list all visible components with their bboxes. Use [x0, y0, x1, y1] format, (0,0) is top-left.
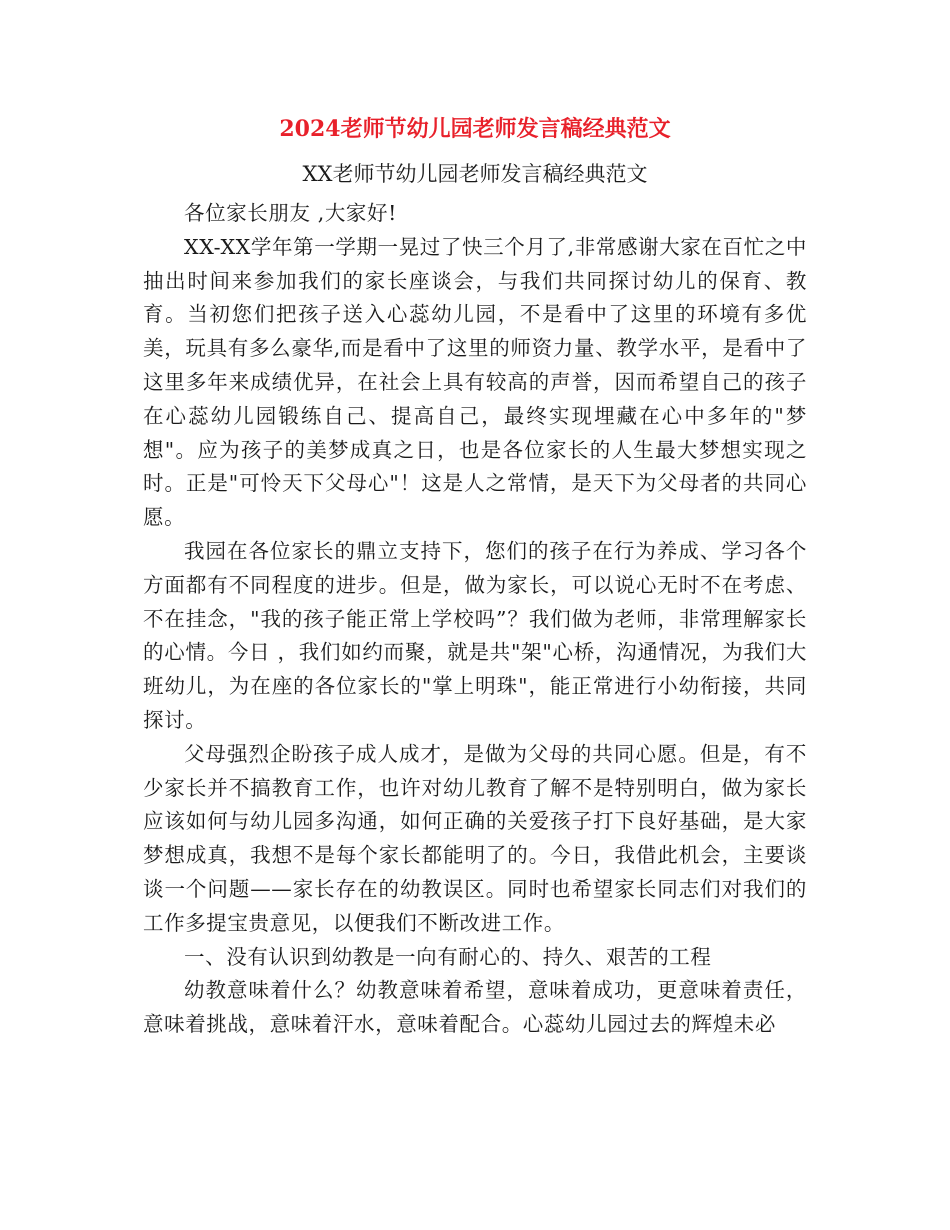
paragraph: 父母强烈企盼孩子成人成才，是做为父母的共同心愿。但是，有不少家长并不搞教育工作，也许对幼儿教育了解不是特别明白，做为家长应该如何与幼儿园多沟通，如何正确的关爱孩子打下良好基础，是大家梦想成真，我想不是每个家长都能明了的。今日，我借此机会，主要谈谈一个问题——家长存在的幼教误区。同时也希望家长同志们对我们的工作多提宝贵意见，以便我们不断改进工作。 — [143, 741, 807, 935]
paragraph-greeting: 各位家长朋友 ,大家好! — [184, 201, 397, 225]
paragraph: XX-XX学年第一学期一晃过了快三个月了,非常感谢大家在百忙之中抽出时间来参加我们的家长座谈会，与我们共同探讨幼儿的保育、教育。当初您们把孩子送入心蕊幼儿园，不是看中了这里的环境有多优美，玩具有多么豪华,而是看中了这里的师资力量、教学水平，是看中了这里多年来成绩优异，在社会上具有较高的声誉，因而希望自己的孩子在心蕊幼儿园锻练自己、提高自己，最终实现埋藏在心中多年的"梦想"。应为孩子的美梦成真之日，也是各位家长的人生最大梦想实现之时。正是"可怜天下父母心"！这是人之常情，是天下为父母者的共同心愿。 — [143, 234, 807, 530]
document-body — [143, 197, 807, 1042]
document-subtitle: XX老师节幼儿园老师发言稿经典范文 — [302, 162, 648, 186]
section-heading: 一、没有认识到幼教是一向有耐心的、持久、艰苦的工程 — [184, 944, 712, 969]
paragraph: 幼教意味着什么？幼教意味着希望，意味着成功，更意味着责任，意味着挑战，意味着汗水，意味着配合。心蕊幼儿园过去的辉煌未必 — [143, 978, 807, 1037]
document-title: 2024老师节幼儿园老师发言稿经典范文 — [279, 116, 671, 142]
paragraph: 我园在各位家长的鼎立支持下，您们的孩子在行为养成、学习各个方面都有不同程度的进步。但是，做为家长，可以说心无时不在考虑、不在挂念，"我的孩子能正常上学校吗”？我们做为老师，非常理解家长的心情。今日 ，我们如约而聚，就是共"架"心桥，沟通情况，为我们大班幼儿，为在座的各位家长的"掌上明珠"，能正常进行小幼衔接，共同探讨。 — [143, 538, 807, 732]
